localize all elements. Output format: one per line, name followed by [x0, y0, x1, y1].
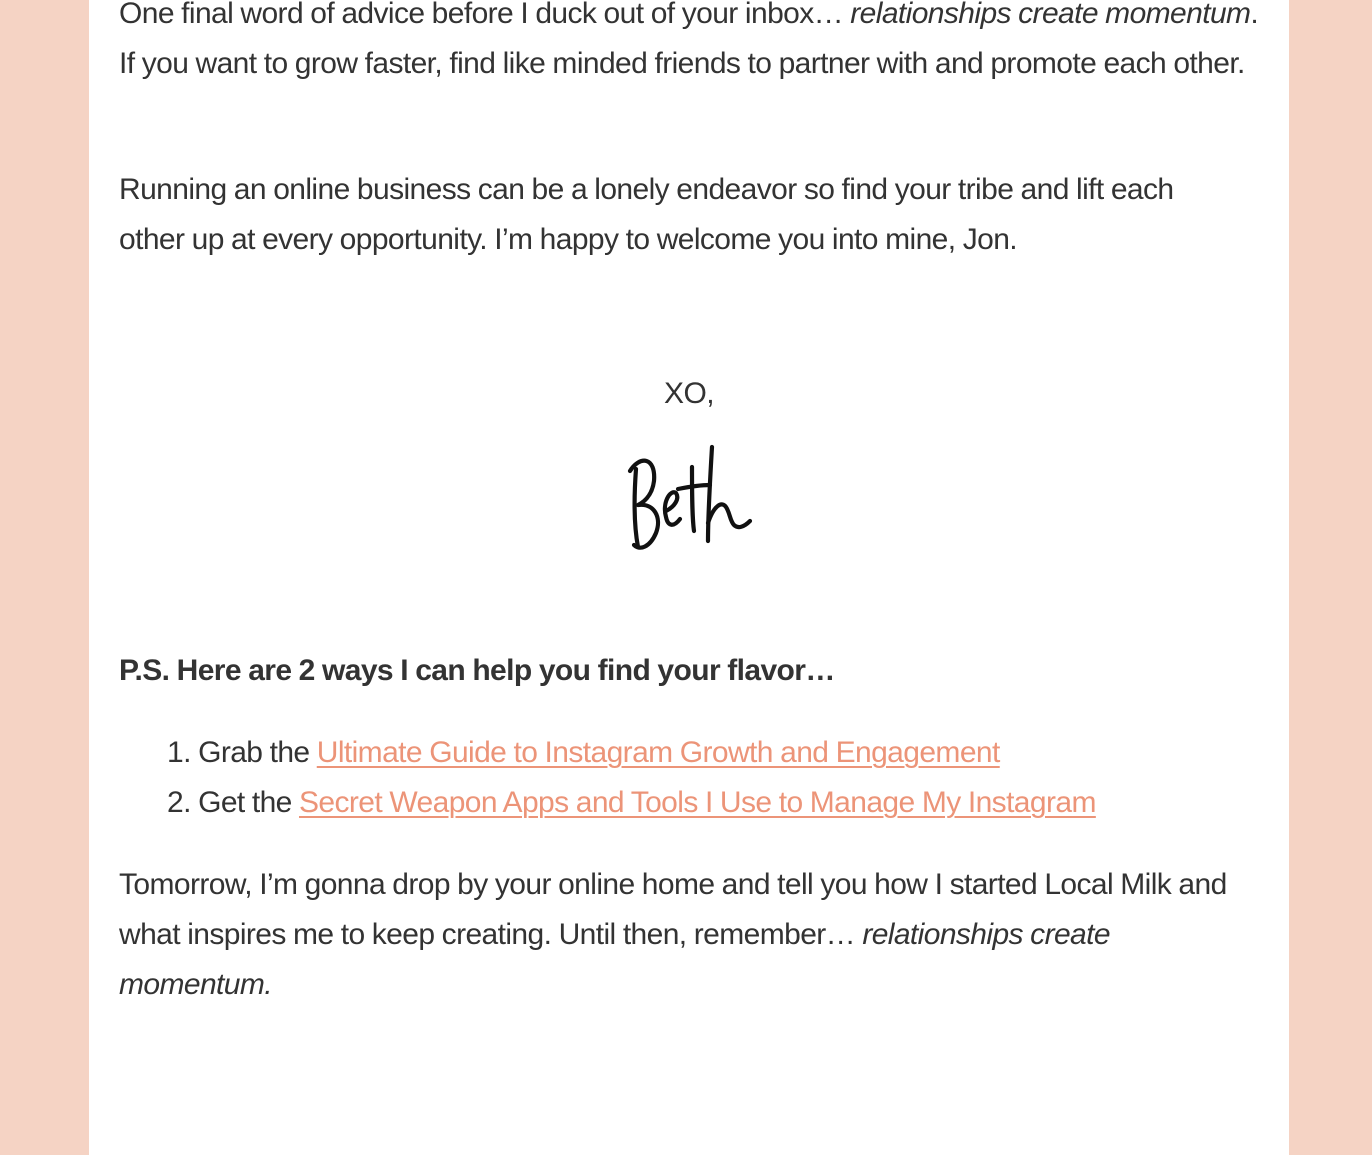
advice-emphasis: relationships create momentum	[850, 0, 1251, 30]
closing-period: .	[264, 968, 272, 1001]
list-prefix: Grab the	[198, 736, 317, 769]
advice-text-end: . If you want to grow faster, find like minded friends to partner with and promote each other.	[119, 0, 1259, 80]
resource-list	[167, 728, 1257, 828]
closing-text: Tomorrow, I’m gonna drop by your online home and tell you how I started Local Milk and what inspires me to keep creating. Until then, remember…	[119, 868, 1227, 951]
ps-heading: P.S. Here are 2 ways I can help you find your flavor…	[119, 654, 835, 687]
signature-image	[626, 441, 756, 566]
list-item	[167, 728, 1257, 778]
email-card	[89, 0, 1289, 1155]
advice-text-start: One final word of advice before I duck out of your inbox…	[119, 0, 851, 30]
list-item	[167, 778, 1257, 828]
closing-emphasis: relationships create momentum	[119, 918, 1110, 1001]
list-number: 2.	[167, 786, 191, 819]
list-prefix: Get the	[198, 786, 300, 819]
signoff: XO,	[664, 377, 714, 410]
list-number: 1.	[167, 736, 191, 769]
apps-tools-link[interactable]: Secret Weapon Apps and Tools I Use to Manage My Instagram	[299, 786, 1096, 819]
instagram-guide-link[interactable]: Ultimate Guide to Instagram Growth and Engagement	[316, 736, 1000, 769]
closing-paragraph	[119, 860, 1259, 1010]
advice-paragraph	[119, 0, 1259, 89]
tribe-paragraph: Running an online business can be a lonely endeavor so find your tribe and lift each other up at every opportunity. I’m happy to welcome you into mine, Jon.	[119, 173, 1174, 256]
